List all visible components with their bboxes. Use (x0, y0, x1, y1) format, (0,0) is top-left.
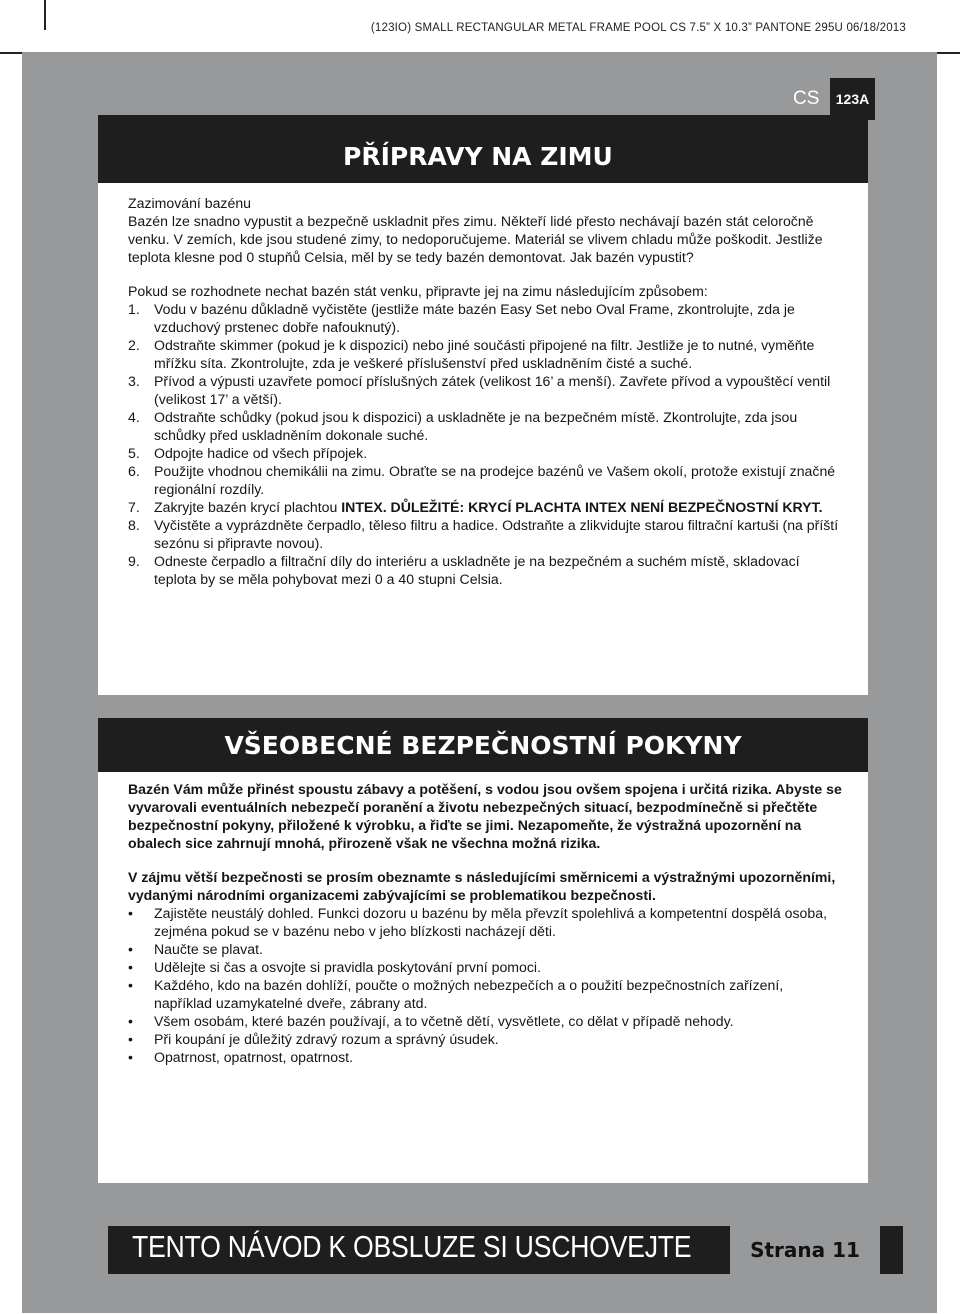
list-item-text: Opatrnost, opatrnost, opatrnost. (154, 1049, 353, 1065)
list-item (128, 1012, 842, 1030)
bullet-icon: • (128, 959, 133, 975)
list-item-text: Zakryjte bazén krycí plachtou (154, 499, 342, 515)
safety-intro: Bazén Vám může přinést spoustu zábavy a potěšení, s vodou jsou ovšem spojena i určitá rizika. Abyste se vyvarovali eventuálních nebezpečí poranění a životu nebezpečných situací, bezpodmínečně si přečtěte bezpečnostní pokyny, přiložené k výrobku, a řiďte se jimi. Nezapomeňte, že výstražná upozornění na obalech sice zahrnují mnohá, přirozeně však ne všechna možná rizika. (128, 781, 842, 851)
list-item-text: Všem osobám, které bazén používají, a to včetně dětí, vysvětlete, co dělat v případě nehody. (154, 1013, 734, 1029)
winter-lead: Pokud se rozhodnete nechat bazén stát venku, připravte jej na zimu následujícím způsobem: (128, 283, 708, 299)
language-code: CS (793, 88, 820, 109)
crop-mark-left-vertical (44, 0, 46, 30)
cover-warning: INTEX. DŮLEŽITÉ: KRYCÍ PLACHTA INTEX NENÍ BEZPEČNOSTNÍ KRYT. (341, 499, 823, 515)
list-item-text: Udělejte si čas a osvojte si pravidla poskytování první pomoci. (154, 959, 541, 975)
list-item-number: 2. (128, 337, 140, 353)
safety-content (128, 780, 842, 1066)
list-item (128, 940, 842, 958)
list-item (128, 904, 842, 940)
winter-title-bar (98, 115, 868, 183)
list-item-text: Každého, kdo na bazén dohlíží, poučte o možných nebezpečích a o použití bezpečnostních zařízení, například uzamykatelné dveře, zábrany atd. (154, 977, 784, 1011)
list-item-text: Použijte vhodnou chemikálii na zimu. Obraťte se na prodejce bazénů ve Vašem okolí, protože existují značné regionální rozdíly. (154, 463, 836, 497)
bullet-icon: • (128, 941, 133, 957)
winter-content (128, 194, 842, 588)
safety-title-bar (98, 718, 868, 772)
list-item-text-wrap (154, 498, 842, 516)
winter-subtitle: Zazimování bazénu (128, 195, 251, 211)
list-item-text: Odpojte hadice od všech přípojek. (154, 445, 368, 461)
spacer (128, 852, 842, 868)
list-item-number: 3. (128, 373, 140, 389)
list-item-number: 5. (128, 445, 140, 461)
list-item-number: 4. (128, 409, 140, 425)
list-item (128, 444, 842, 462)
list-item (128, 300, 842, 336)
safety-lead: V zájmu větší bezpečnosti se prosím obeznamte s následujícími směrnicemi a výstražnými upozorněními, vydanými národními organizacemi zabývajícími se problematikou bezpečnosti. (128, 869, 836, 903)
spacer (128, 266, 842, 282)
list-item-text: Naučte se plavat. (154, 941, 263, 957)
bullet-icon: • (128, 1049, 133, 1065)
list-item (128, 516, 842, 552)
print-info: (123IO) SMALL RECTANGULAR METAL FRAME POOL CS 7.5” X 10.3” PANTONE 295U 06/18/2013 (370, 22, 906, 34)
list-item-text: Při koupání je důležitý zdravý rozum a správný úsudek. (154, 1031, 499, 1047)
list-item (128, 552, 842, 588)
list-item-text: Odneste čerpadlo a filtrační díly do interiéru a uskladněte je na bezpečném a suchém místě, skladovací teplota by se měla pohybovat mezi 0 a 40 stupni Celsia. (154, 553, 800, 587)
model-code-badge: 123A (830, 78, 875, 120)
safety-section (98, 720, 868, 1183)
list-item-number: 9. (128, 553, 140, 569)
footer-keep-manual: TENTO NÁVOD K OBSLUZE SI USCHOVEJTE (132, 1229, 692, 1264)
page-number: Strana 11 (730, 1222, 880, 1277)
list-item (128, 372, 842, 408)
list-item-text: Přívod a výpusti uzavřete pomocí příslušných zátek (velikost 16’ a menší). Zavřete přívod a vypouštěcí ventil (velikost 17’ a větší). (154, 373, 831, 407)
bullet-icon: • (128, 905, 133, 921)
winter-intro: Bazén lze snadno vypustit a bezpečně uskladnit přes zimu. Někteří lidé přesto nechávají bazén stát celoročně venku. V zemích, kde jsou studené zimy, to nedoporučujeme. Materiál se vlivem chladu může poškodit. Jestliže teplota klesne pod 0 stupňů Celsia, měl by se tedy bazén demontovat. Jak bazén vypustit? (128, 213, 823, 265)
safety-title: VŠEOBECNÉ BEZPEČNOSTNÍ POKYNY (224, 730, 742, 760)
list-item-number: 8. (128, 517, 140, 533)
crop-mark-right-horizontal (937, 52, 960, 54)
crop-mark-left-horizontal (0, 52, 22, 54)
list-item (128, 336, 842, 372)
list-item (128, 976, 842, 1012)
list-item (128, 408, 842, 444)
winter-section (98, 115, 868, 695)
list-item-text: Vyčistěte a vyprázdněte čerpadlo, těleso filtru a hadice. Odstraňte a zlikvidujte starou filtrační kartuši (na příští sezónu si připravte novou). (154, 517, 839, 551)
bullet-icon: • (128, 1031, 133, 1047)
list-item (128, 462, 842, 498)
winter-title: PŘÍPRAVY NA ZIMU (343, 142, 613, 171)
list-item (128, 1048, 842, 1066)
list-item-text: Odstraňte skimmer (pokud je k dispozici) nebo jiné součásti připojené na filtr. Jestliže je to nutné, vyměňte mřížku síta. Zkontrolujte, zda je veškeré příslušenství před uskladněním čisté a suché. (154, 337, 815, 371)
bullet-icon: • (128, 977, 133, 993)
list-item-number: 6. (128, 463, 140, 479)
list-item-text: Zajistěte neustálý dohled. Funkci dozoru u bazénu by měla převzít spolehlivá a kompetentní dospělá osoba, zejména pokud se v bazénu nebo v jeho blízkosti nacházejí děti. (154, 905, 827, 939)
list-item-number: 7. (128, 499, 140, 515)
list-item (128, 958, 842, 976)
list-item (128, 498, 842, 516)
list-item-text: Odstraňte schůdky (pokud jsou k dispozici) a uskladněte je na bezpečném místě. Zkontrolujte, zda jsou schůdky před uskladněním dokonale suché. (154, 409, 798, 443)
list-item-text: Vodu v bazénu důkladně vyčistěte (jestliže máte bazén Easy Set nebo Oval Frame, zkontrolujte, zda je vzduchový prstenec dobře nafouknutý). (154, 301, 795, 335)
bullet-icon: • (128, 1013, 133, 1029)
list-item (128, 1030, 842, 1048)
list-item-number: 1. (128, 301, 140, 317)
